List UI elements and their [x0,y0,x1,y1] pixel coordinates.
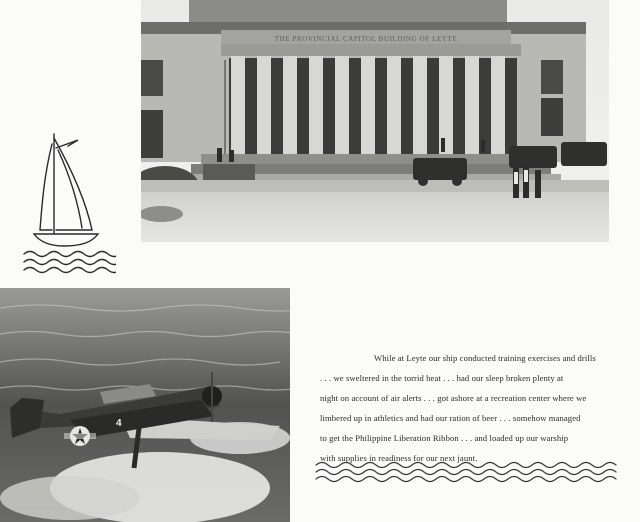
seaplane-image [0,288,290,522]
fuselage-number: 4 [116,418,122,429]
wave-icon [314,458,626,484]
capitol-image [141,0,609,242]
photo-capitol-building [141,0,609,242]
caption-line: While at Leyte our ship conducted training exercises and drills [374,353,596,363]
caption-line: night on account of air alerts . . . got ashore at a recreation center where we [320,393,587,403]
caption-line: . . . we sweltered in the torrid heat . . . had our sleep broken plenty at [320,373,564,383]
caption-line: with supplies in readiness for our next jaunt. [320,453,478,463]
photo-seaplane [0,288,290,522]
frieze-text: THE PROVINCIAL CAPITOL BUILDING OF LEYTE [274,35,458,43]
caption-line: limbered up in athletics and had our ration of beer . . . somehow managed [320,413,581,423]
sailboat-icon [20,130,116,275]
caption-paragraph [320,348,624,468]
caption-line: to get the Philippine Liberation Ribbon . . . and loaded up our warship [320,433,569,443]
